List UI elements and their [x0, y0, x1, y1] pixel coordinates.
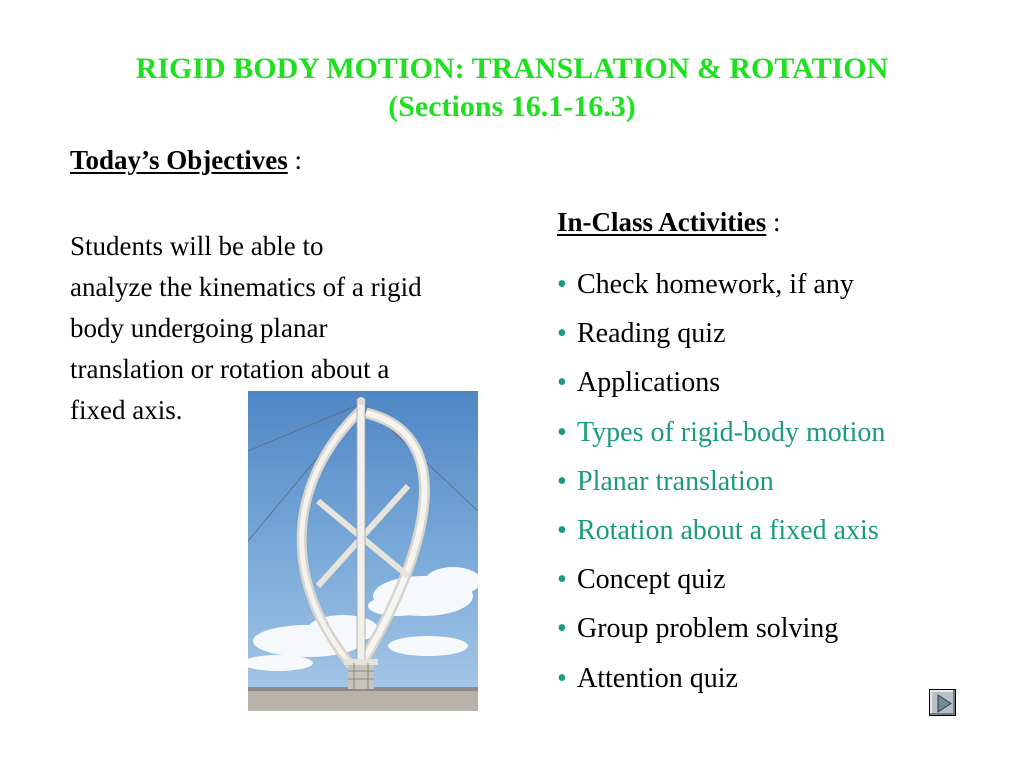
bullet-icon: •: [557, 269, 567, 300]
activity-item-label: Types of rigid-body motion: [577, 416, 886, 448]
bullet-icon: •: [557, 564, 567, 596]
activity-item-label: Rotation about a fixed axis: [577, 514, 879, 546]
activity-item: [557, 659, 885, 708]
activity-item-label: Applications: [577, 367, 721, 399]
activity-item: [557, 560, 885, 609]
activity-item-label: Check homework, if any: [577, 269, 854, 300]
title-line-1: RIGID BODY MOTION: TRANSLATION & ROTATION: [135, 52, 889, 85]
activities-list: [557, 265, 885, 708]
activity-item-label: Group problem solving: [577, 613, 839, 645]
bullet-icon: •: [557, 367, 567, 399]
activity-item: [557, 265, 885, 314]
activity-item-label: Attention quiz: [577, 662, 738, 694]
objectives-line: Students will be able to: [70, 231, 324, 261]
objectives-line: body undergoing planar: [70, 313, 328, 343]
objectives-heading: [70, 143, 302, 177]
objectives-heading-label: Today’s Objectives: [70, 145, 288, 175]
activity-item-label: Planar translation: [577, 465, 774, 497]
wind-turbine-photo: [248, 391, 478, 711]
slide-title: [0, 50, 1024, 126]
activities-heading-label: In-Class Activities: [557, 207, 767, 237]
bullet-icon: •: [557, 514, 567, 546]
objectives-line: translation or rotation about a: [70, 354, 390, 384]
activity-item: [557, 511, 885, 560]
objectives-heading-colon: :: [287, 145, 303, 175]
activity-item: [557, 462, 885, 511]
activities-heading-colon: :: [766, 207, 781, 237]
activity-item: [557, 314, 885, 363]
next-slide-button[interactable]: [929, 689, 956, 716]
activity-item: [557, 413, 885, 462]
bullet-icon: •: [557, 662, 567, 694]
activity-item-label: Reading quiz: [577, 318, 726, 350]
wind-turbine-illustration: [248, 391, 478, 711]
next-slide-arrow-icon: [930, 690, 957, 717]
activities-heading: [557, 205, 781, 239]
activity-item: [557, 363, 885, 412]
bullet-icon: •: [557, 416, 567, 448]
objectives-line: analyze the kinematics of a rigid: [70, 272, 422, 302]
objectives-line: fixed axis.: [70, 395, 183, 425]
bullet-icon: •: [557, 613, 567, 645]
activity-item-label: Concept quiz: [577, 564, 726, 596]
bullet-icon: •: [557, 465, 567, 497]
activity-item: [557, 609, 885, 658]
bullet-icon: •: [557, 318, 567, 350]
title-line-2: (Sections 16.1-16.3): [388, 90, 636, 123]
